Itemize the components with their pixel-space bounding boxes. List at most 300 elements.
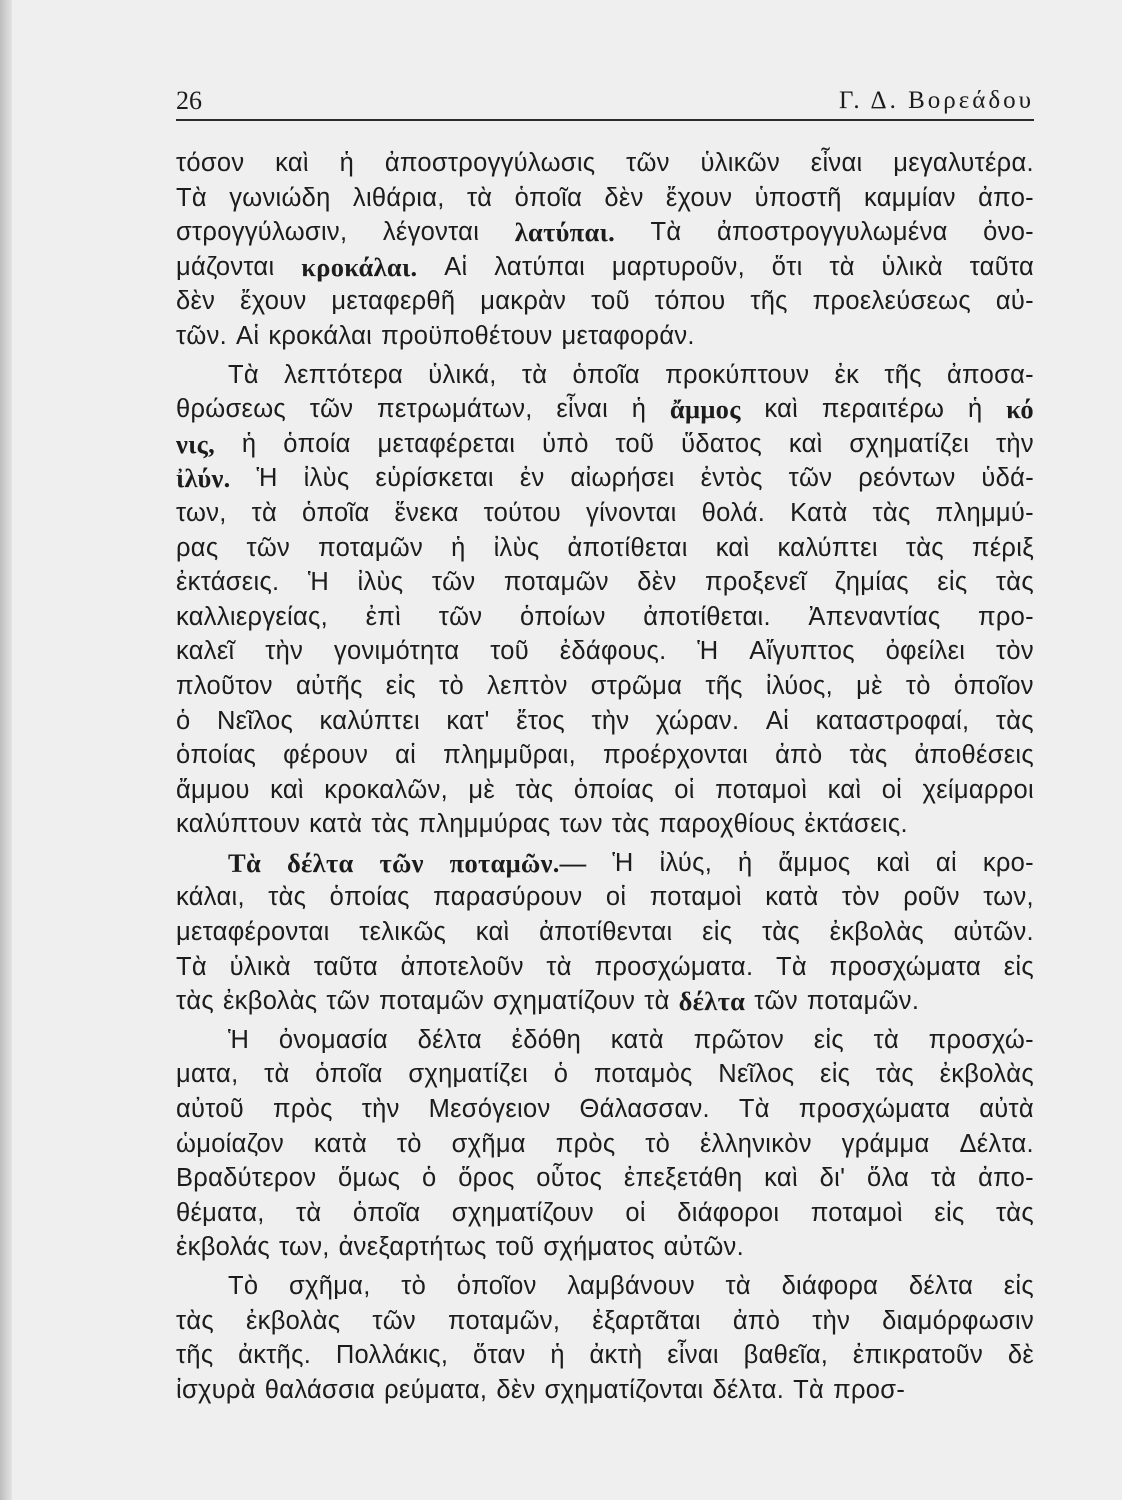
word: ἡ [241,429,257,458]
word: Τὸ [228,1272,259,1300]
word: ὑλικὰ [229,952,291,981]
word: Τὰ [176,183,207,212]
word: ζημίας [834,568,909,597]
word: τὰ [264,1060,290,1089]
word: ἀκτὴ [589,1341,643,1370]
word: κατ' [446,706,490,735]
word: τὰς [995,568,1034,597]
text-line [176,319,1034,354]
word: σχηματίζονται [544,1375,704,1404]
word: ὅταν [473,1341,526,1370]
bold-term: Τὰ [228,847,262,878]
word: κάλαι, [176,883,245,912]
word: ὕδατος [681,429,762,458]
word: κροκάλαι [268,321,373,350]
bold-term: ἄμμος [669,394,741,425]
word: δέλτα [417,1025,482,1054]
word: παρασύρουν [433,883,583,912]
word: τὴν [812,1306,851,1335]
word: καὶ [876,848,911,877]
word: λιθάρια, [352,183,445,212]
word: τὰς [761,918,800,947]
word: τὰς [611,810,650,839]
word: ἰλύς, [659,848,713,877]
text-line [176,950,1034,985]
word: ἕνεκα [394,498,459,527]
word: καὶ [715,533,750,562]
word: ὁποίων [519,602,606,631]
text-line [176,1304,1034,1339]
word: σχηματίζουν [451,1198,594,1227]
word: καλύπτουν [176,810,301,839]
word: ἀνεξαρτήτως [338,1233,487,1262]
word: εὑρίσκεται [375,464,494,493]
word: ἀποτίθεται. [643,602,771,631]
word: Νεῖλος [216,706,294,735]
word: ἡ [737,848,753,877]
text-line [176,669,1034,704]
word: ἀποθέσεις [914,741,1034,770]
word: ἀποτελοῦν [400,952,524,981]
word: καταστροφαί, [815,706,970,735]
word: ὁποῖον [456,1272,537,1300]
text-line [176,358,1034,393]
word: Ἡ [307,568,330,597]
word: ὁποίας [573,775,654,804]
word: Τὰ [176,952,207,981]
word: ποταμὸς [593,1060,693,1089]
paragraph [176,1023,1034,1265]
word: τούτου [483,498,562,527]
word: δὲ [1007,1341,1034,1370]
word: τοῦ [490,637,529,666]
word: οἱ [605,883,627,912]
word: εἰς [702,918,733,947]
word: ἀπὸ [732,1306,781,1335]
text-line [176,773,1034,808]
word: ὁποῖα [572,360,640,389]
word: ἔτος [516,706,565,735]
word: ἐπὶ [365,602,402,631]
word: σχηματίζει [408,1060,529,1089]
word: τοῦ [615,429,655,458]
word: Ἡ [612,848,634,877]
word: διαμόρφωσιν [882,1306,1034,1335]
word: ἀπο- [978,183,1034,212]
text-line [176,984,1034,1019]
word: ἄμμου [176,775,250,804]
word: πέριξ [971,533,1034,562]
text-line [176,1269,1034,1304]
word: μεταφερθῆ [331,287,456,316]
word: πλοῦτον [176,671,273,700]
text-line [176,250,1034,285]
bold-term: δέλτα [286,847,354,878]
word: τὰ [829,252,855,281]
word: μεταφέρονται [176,918,330,947]
word: ἐκβολὰς [939,1060,1034,1089]
word: πλημμῦραι, [443,741,576,770]
page-gutter-shadow [0,0,12,1500]
word: ὑλικῶν [700,149,781,177]
word: τὰς [176,987,215,1016]
word: διάφοροι [677,1198,780,1227]
word: τῶν [754,987,798,1016]
word: τὰ [725,1272,751,1300]
word: ρεύματα, [384,1375,488,1404]
bold-term: νις, [176,428,216,459]
word: τόπου [654,287,726,316]
word: χώραν. [655,706,740,735]
word: τῶν [438,602,483,631]
word: ποταμῶν [503,568,609,597]
word: αὐτοῦ [176,1095,245,1124]
bold-term: κροκάλαι. [301,251,418,282]
word: ἐπεξετάθη [623,1164,743,1193]
word: ποταμῶν, [447,1306,561,1335]
word: γράμμα [841,1129,930,1158]
word: σχῆμα, [288,1272,371,1300]
word: ὑλικὰ [881,252,943,281]
header-rule [176,119,1034,121]
word: ταῦτα [313,952,378,981]
word: ἐκ [834,360,860,389]
word: Μεσόγειον [428,1095,551,1124]
word: περαιτέρω [821,395,945,424]
word: αἱ [935,848,957,877]
text-line [176,181,1034,216]
word: καὶ [788,429,823,458]
word: ἀπο- [978,1164,1034,1193]
body-text [176,146,1034,1407]
word: ἀκτῆς. [238,1341,312,1370]
word: καὶ [764,1164,798,1193]
word: εἰς [934,1198,965,1227]
word: ἰσχυρὰ [176,1375,256,1404]
bold-term: λατύπαι. [514,217,616,248]
word: χείμαρροι [922,775,1034,804]
word: ρεόντων [858,464,956,493]
word: Δέλτα. [959,1129,1034,1158]
text-line [176,600,1034,635]
word: ἑλληνικὸν [699,1129,812,1158]
word: σχηματίζουν [493,987,636,1016]
word: καὶ [475,918,510,947]
bold-term: κό [1006,394,1034,425]
word: θρώσεως [176,395,287,424]
word: τῶν [326,987,371,1016]
word: Τὰ [650,218,682,247]
text-line [176,565,1034,600]
text-line [176,1196,1034,1231]
word: καὶ [270,775,304,804]
word: δὲν [496,1375,536,1404]
word: εἰς [385,671,417,700]
paragraph [176,846,1034,1019]
word: Ἡ [697,637,719,666]
word: τὰ [466,183,493,212]
word: γονιμότητα [333,637,460,666]
word: Ἀπεναντίας [808,602,941,631]
word: τὸν [995,637,1034,666]
word: ποταμῶν [318,533,424,562]
word: θαλάσσια [264,1375,376,1404]
word: ἰλὺς [303,464,350,493]
word: γίνονται [586,498,677,527]
word: δέλτα [908,1272,974,1300]
word: τὸ [905,671,931,700]
word: καὶ [827,775,862,804]
word: κατὰ [309,810,363,839]
word: ὁ [553,1060,569,1089]
word: εἰς [937,568,968,597]
word: τὰς [176,1306,215,1335]
word: κατὰ [313,1129,368,1158]
word: ἰλύος, [765,671,833,700]
word: ρας [176,533,219,562]
bold-term: τῶν [379,847,424,878]
running-head-author: Γ. Δ. Βορεάδου [838,87,1034,114]
word: προκύπτουν [665,360,810,389]
word: τῶν [431,568,476,597]
word: λεπτὸν [487,671,568,700]
word: μεταφέρεται [377,429,516,458]
word: τοῦ [591,287,630,316]
word: τὴν [996,429,1034,458]
word: σχήματος [543,1233,655,1262]
word: τὴν [361,1095,400,1124]
word: πρῶτον [693,1025,785,1054]
text-line [176,880,1034,915]
word: δέλτα. [712,1375,785,1404]
word: ἀποστρογγύλωσις [384,149,596,177]
word: Πολλάκις, [335,1341,449,1370]
word: λέγονται [382,218,480,247]
bold-term: δέλτα [678,986,746,1017]
word: πλημμύρας [418,810,551,839]
word: ὑλικά, [428,360,497,389]
word: δὲν [604,183,644,212]
word: καλύπτει [319,706,420,735]
word: ἀποστρογγυλωμένα [716,218,948,247]
word: ἡ [451,533,466,562]
text-line [176,738,1034,773]
word: λεπτότερα [284,360,404,389]
word: ἐκβολὰς [223,987,318,1016]
word: ὁποῖον [953,671,1034,700]
word: ποταμοὶ [715,775,808,804]
word: ὑδά- [981,464,1034,493]
word: ὁποία [283,429,351,458]
word: ἀποσα- [947,360,1034,389]
word: των, [176,498,227,527]
word: Ἡ [228,1025,250,1054]
word: καὶ [275,149,309,177]
word: αὐτῶν. [663,1233,744,1262]
word: ὑπὸ [542,429,589,458]
word: οἱ [881,775,903,804]
text-line [176,1338,1034,1373]
word: τελικῶς [359,918,447,947]
text-line [176,1092,1034,1127]
word: ὁποῖα [315,1060,383,1089]
word: ἀποτίθενται [539,918,673,947]
page-number: 26 [176,86,202,115]
word: αὐτῶν. [953,918,1034,947]
word: μαρτυροῦν, [611,252,745,281]
bold-term: ἰλύν. [176,463,231,494]
text-line [176,427,1034,462]
text-line [176,915,1034,950]
word: τόσον [176,149,245,177]
word: ροῦν [903,883,960,912]
word: των, [983,883,1034,912]
word: ὅρος [458,1164,515,1193]
word: ποταμοὶ [649,883,742,912]
word: ὁποῖα [301,498,370,527]
word: τὰς [371,810,410,839]
word: τῆς [705,671,743,700]
word: πλημμύ- [935,498,1034,527]
paragraph [176,358,1034,842]
word: Τὰ [793,1375,825,1404]
word: Κατὰ [790,498,848,527]
word: Τὰ [228,360,259,389]
word: μὲ [468,775,496,804]
word: ὁποῖα [352,1198,421,1227]
word: προ- [977,602,1034,631]
word: ἄμμος [778,848,851,877]
word: τῆς [176,1341,214,1370]
word: τῆς [750,287,788,316]
word: ἀποτίθεται [567,533,688,562]
word: θέματα, [176,1198,265,1227]
word: διάφορα [781,1272,879,1300]
word: Βραδύτερον [176,1164,317,1193]
word: δι' [819,1164,846,1193]
word: οἱ [674,775,695,804]
word: προσ- [833,1375,906,1404]
text-line [176,634,1034,669]
word: δὲν [176,287,216,316]
word: παροχθίους [658,810,796,839]
word: Αἴγυπτος [749,637,855,666]
word: τὰς [875,1060,914,1089]
text-line [176,1127,1034,1162]
word: εἰς [1003,1272,1034,1300]
word: τὰ [873,1025,900,1054]
text-line [176,846,1034,881]
word: ἐδόθη [511,1025,582,1054]
word: προσχώματα. [594,952,754,981]
word: ποταμοὶ [810,1198,903,1227]
word: ὀνομασία [278,1025,388,1054]
text-line [176,392,1034,427]
text-line [176,1057,1034,1092]
word: κρο- [982,848,1034,877]
word: Αἱ [236,321,260,350]
word: εἰς [813,1025,844,1054]
word: μεταφοράν. [561,321,695,350]
word: θολά. [701,498,766,527]
word: τὰς [268,883,307,912]
word: καμμίαν [864,183,956,212]
word: κροκαλῶν, [324,775,449,804]
word: ἰλὺς [357,568,404,597]
word: ὑποστῆ [754,183,842,212]
word: τὰς [995,706,1034,735]
word: ἡ [339,149,355,177]
word: αὐτῆς [295,671,363,700]
word: εἶναι [556,395,609,424]
word: τὰ [296,1198,322,1227]
word: καλλιεργείας, [176,602,329,631]
word: πρὸς [272,1095,333,1124]
word: τὰς [872,498,911,527]
word: τὰ [546,952,572,981]
word: Νεῖλος [718,1060,795,1089]
word: Τὰ [776,952,807,981]
word: Θάλασσαν. [579,1095,710,1124]
word: τὰς [849,741,888,770]
word: ὁποίας [329,883,410,912]
word: ἐν [519,464,545,493]
word: Ἡ [256,464,278,493]
word: ἔχουν [665,183,733,212]
word: προελεύσεως [812,287,971,316]
word: ἐκβολὰς [245,1306,341,1335]
word: τὰ [644,987,670,1016]
word: τὰ [251,498,278,527]
word: τὰ [930,1164,957,1193]
word: ἐδάφους. [559,637,667,666]
word: προσχώματα [798,1095,951,1124]
word: ὀνο- [983,218,1034,247]
word: βαθεῖα, [743,1341,829,1370]
word: ὅλα [867,1164,910,1193]
word: τῶν [309,395,354,424]
word: μάζονται [176,252,275,281]
word: ὁποῖα [514,183,583,212]
word: κατὰ [610,1025,664,1054]
word: ὡμοίαζον [176,1129,285,1158]
word: καλεῖ [176,637,235,666]
word: εἶναι [667,1341,719,1370]
word: ἀπὸ [775,741,823,770]
word: τὰ [521,360,548,389]
word: προξενεῖ [704,568,807,597]
word: τῶν. [176,321,228,350]
word: ταῦτα [969,252,1034,281]
word: τὸ [396,1129,422,1158]
word: προϋποθέτουν [381,321,553,350]
word: ἐκβολὰς [829,918,924,947]
word: ἐπικρατοῦν [852,1341,984,1370]
word: ἰλὺς [493,533,540,562]
word: αἰωρήσει [570,464,675,493]
word: ποταμῶν. [806,987,920,1016]
word: τὸ [401,1272,427,1300]
word: ἐκτάσεις. [804,810,908,839]
word: ἔχουν [240,287,307,316]
text-line [176,1373,1034,1408]
text-line [176,1023,1034,1058]
page-header [176,86,1034,120]
word: λατύπαι [494,252,586,281]
word: τῶν [626,149,670,177]
word: οὗτος [536,1164,603,1193]
text-line [176,215,1034,250]
